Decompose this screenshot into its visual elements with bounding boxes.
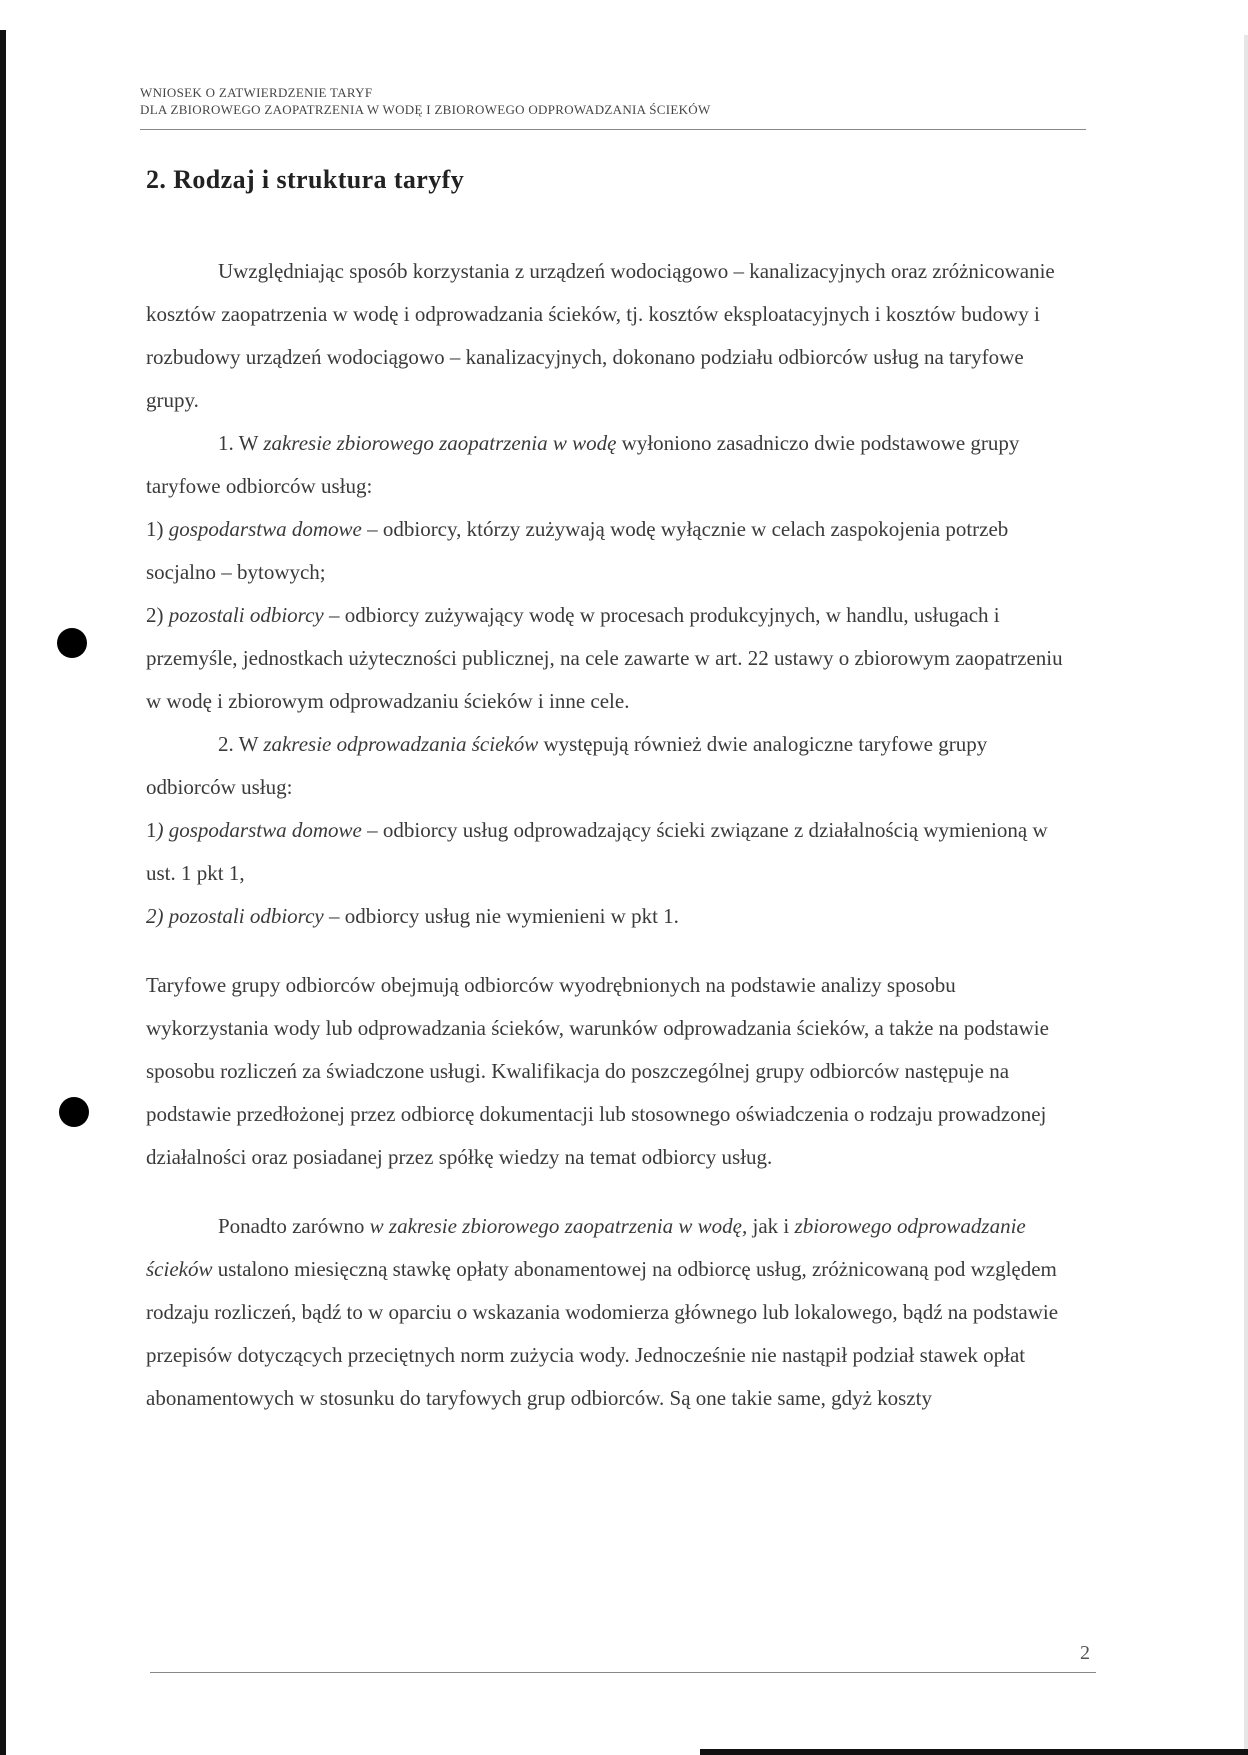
sewage-suffix: występują również dwie analogiczne taryfowe grupy odbiorców usług: <box>146 732 988 799</box>
water-item-others <box>146 594 1076 723</box>
sewage-item-others <box>146 895 1076 938</box>
water-item1-text: odbiorcy, którzy zużywają wodę wyłącznie w celach zaspokojenia potrzeb socjalno – bytowych; <box>146 517 1009 584</box>
water-item-households <box>146 508 1076 594</box>
paragraph-gap <box>146 1179 1076 1205</box>
water-item1-italic: gospodarstwa domowe – <box>168 517 378 541</box>
header-line-2: DLA ZBIOROWEGO ZAOPATRZENIA W WODĘ I ZBIOROWEGO ODPROWADZANIA ŚCIEKÓW <box>140 102 711 117</box>
fees-italic-sewage: zbiorowego odprowadzanie ścieków <box>146 1214 1026 1281</box>
sewage-item2-italic: 2) pozostali odbiorcy – <box>146 904 340 928</box>
fees-suffix: ustalono miesięczną stawkę opłaty abonamentowej na odbiorcę usług, zróżnicowaną pod względem rodzaju rozliczeń, bądź to w oparciu o wskazania wodomierza głównego lub lokalowego, bądź na podstawie przepisów dotyczących przeciętnych norm zużycia wody. Jednocześnie nie nastąpił podział stawek opłat abonamentowych w stosunku do taryfowych grup odbiorców. Są one takie same, gdyż koszty <box>146 1257 1059 1410</box>
sewage-item1-number: 1 <box>146 818 157 842</box>
water-prefix: 1. W <box>218 431 264 455</box>
sewage-groups-paragraph <box>146 723 1076 809</box>
document-body <box>146 250 1076 1420</box>
water-item1-number: 1) <box>146 517 169 541</box>
sewage-item1-italic: ) gospodarstwa domowe – <box>156 818 378 842</box>
document-header <box>140 84 1086 118</box>
section-title: 2. Rodzaj i struktura taryfy <box>146 165 465 194</box>
water-item2-text: odbiorcy zużywający wodę w procesach produkcyjnych, w handlu, usługach i przemyśle, jednostkach użyteczności publicznej, na cele zawarte w art. 22 ustawy o zbiorowym zaopatrzeniu w wodę i zbiorowym odprowadzaniu ścieków i inne cele. <box>146 603 1063 713</box>
sewage-item-households <box>146 809 1076 895</box>
scan-edge-bottom <box>700 1749 1248 1755</box>
water-groups-paragraph <box>146 422 1076 508</box>
water-item2-number: 2) <box>146 603 169 627</box>
intro-paragraph: Uwzględniając sposób korzystania z urządzeń wodociągowo – kanalizacyjnych oraz zróżnicowanie kosztów zaopatrzenia w wodę i odprowadzania ścieków, tj. kosztów eksploatacyjnych i kosztów budowy i rozbudowy urządzeń wodociągowo – kanalizacyjnych, dokonano podziału odbiorców usług na taryfowe grupy. <box>146 259 1055 412</box>
fees-middle: jak i <box>747 1214 795 1238</box>
sewage-prefix: 2. W <box>218 732 264 756</box>
page-number: 2 <box>1080 1642 1090 1664</box>
sewage-item2-text: odbiorcy usług nie wymienieni w pkt 1. <box>339 904 679 928</box>
footer-rule <box>150 1672 1096 1673</box>
header-line-1: WNIOSEK O ZATWIERDZENIE TARYF <box>140 85 373 100</box>
punch-hole <box>57 628 87 658</box>
scan-edge-right <box>1244 35 1248 1755</box>
punch-hole <box>59 1097 89 1127</box>
water-item2-italic: pozostali odbiorcy – <box>168 603 340 627</box>
scan-edge-left <box>0 30 6 1755</box>
fees-prefix: Ponadto zarówno <box>218 1214 370 1238</box>
fees-italic-water: w zakresie zbiorowego zaopatrzenia w wodę, <box>369 1214 748 1238</box>
sewage-item1-text: odbiorcy usług odprowadzający ścieki związane z działalnością wymienioną w ust. 1 pkt 1, <box>146 818 1048 885</box>
water-scope-italic: zakresie zbiorowego zaopatrzenia w wodę <box>263 431 617 455</box>
paragraph-gap <box>146 938 1076 964</box>
header-rule <box>140 129 1086 130</box>
fees-paragraph <box>146 1205 1076 1420</box>
groups-paragraph: Taryfowe grupy odbiorców obejmują odbiorców wyodrębnionych na podstawie analizy sposobu wykorzystania wody lub odprowadzania ścieków, warunków odprowadzania ścieków, a także na podstawie sposobu rozliczeń za świadczone usługi. Kwalifikacja do poszczególnej grupy odbiorców następuje na podstawie przedłożonej przez odbiorcę dokumentacji lub stosownego oświadczenia o rodzaju prowadzonej działalności oraz posiadanej przez spółkę wiedzy na temat odbiorcy usług. <box>146 973 1049 1169</box>
water-suffix: wyłoniono zasadniczo dwie podstawowe grupy taryfowe odbiorców usług: <box>146 431 1020 498</box>
sewage-scope-italic: zakresie odprowadzania ścieków <box>263 732 539 756</box>
